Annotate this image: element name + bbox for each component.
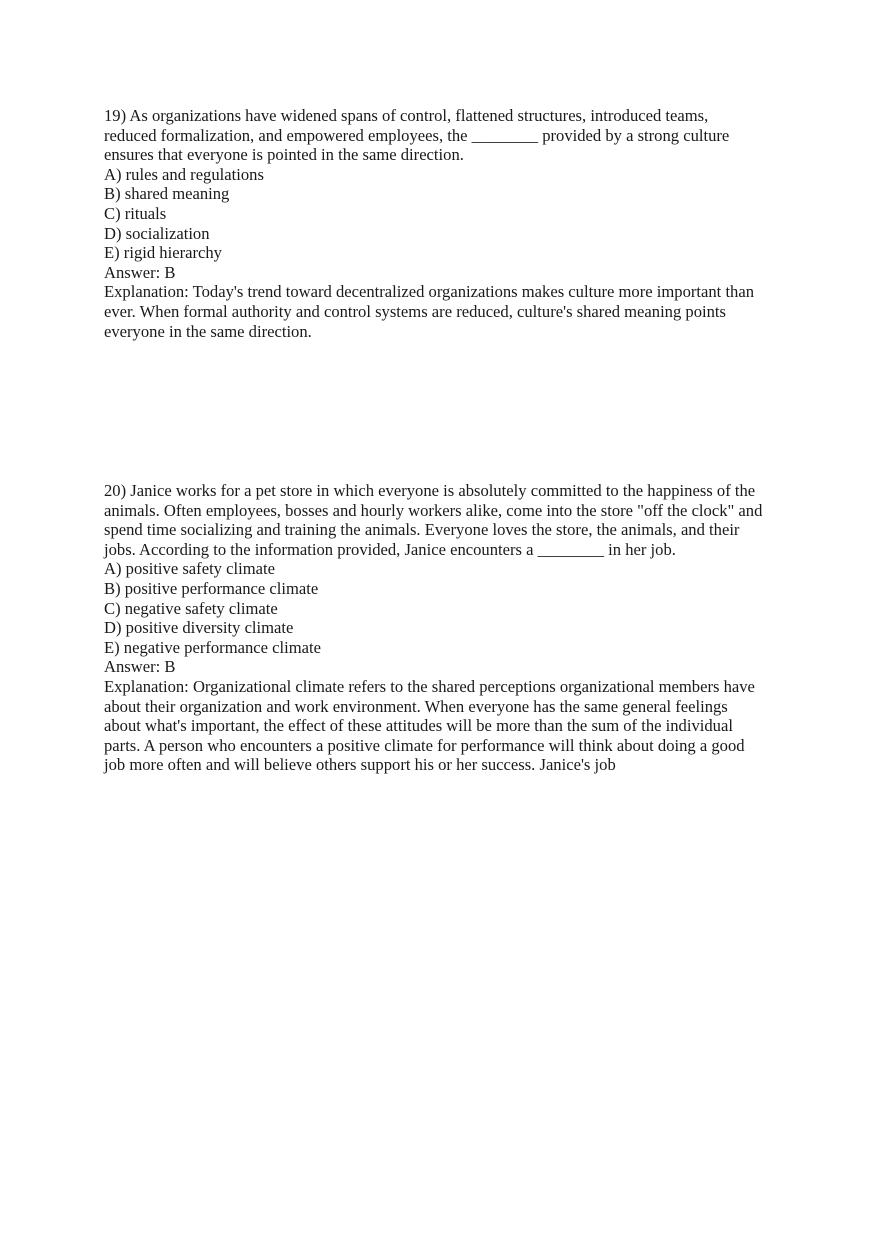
option-c: C) rituals: [104, 203, 167, 223]
option-e: E) rigid hierarchy: [104, 243, 222, 263]
option-a: A) positive safety climate: [104, 559, 275, 579]
option-list: [104, 165, 764, 263]
explanation-text: Explanation: Organizational climate refers to the shared perceptions organizational members have about their organization and work environment. When everyone has the same general feelings about what's important, the effect of these attitudes will be more than the sum of the individual parts. A person who encounters a positive climate for performance will think about doing a good job more often and will believe others support his or her success. Janice's job: [104, 676, 755, 775]
option-c: C) negative safety climate: [104, 598, 278, 618]
explanation-text: Explanation: Today's trend toward decentralized organizations makes culture more important than ever. When formal authority and control systems are reduced, culture's shared meaning points everyone in the same direction.: [104, 282, 755, 341]
option-b: B) shared meaning: [104, 184, 230, 204]
option-d: D) socialization: [104, 223, 210, 243]
answer-line: Answer: B: [104, 262, 176, 282]
question-20: [104, 481, 764, 775]
answer-line: Answer: B: [104, 657, 176, 677]
option-list: [104, 559, 764, 657]
option-b: B) positive performance climate: [104, 578, 319, 598]
question-19: [104, 106, 764, 341]
question-stem: 19) As organizations have widened spans of control, flattened structures, introduced teams, reduced formalization, and empowered employees, the ________ provided by a strong culture ensures that everyone is pointed in the same direction.: [104, 106, 730, 165]
option-a: A) rules and regulations: [104, 164, 264, 184]
option-e: E) negative performance climate: [104, 637, 321, 657]
question-stem: 20) Janice works for a pet store in which everyone is absolutely committed to the happiness of the animals. Often employees, bosses and hourly workers alike, come into the store "off the clock" and spend time socializing and training the animals. Everyone loves the store, the animals, and their jobs. According to the information provided, Janice encounters a ________ in her job.: [104, 481, 763, 559]
option-d: D) positive diversity climate: [104, 618, 294, 638]
